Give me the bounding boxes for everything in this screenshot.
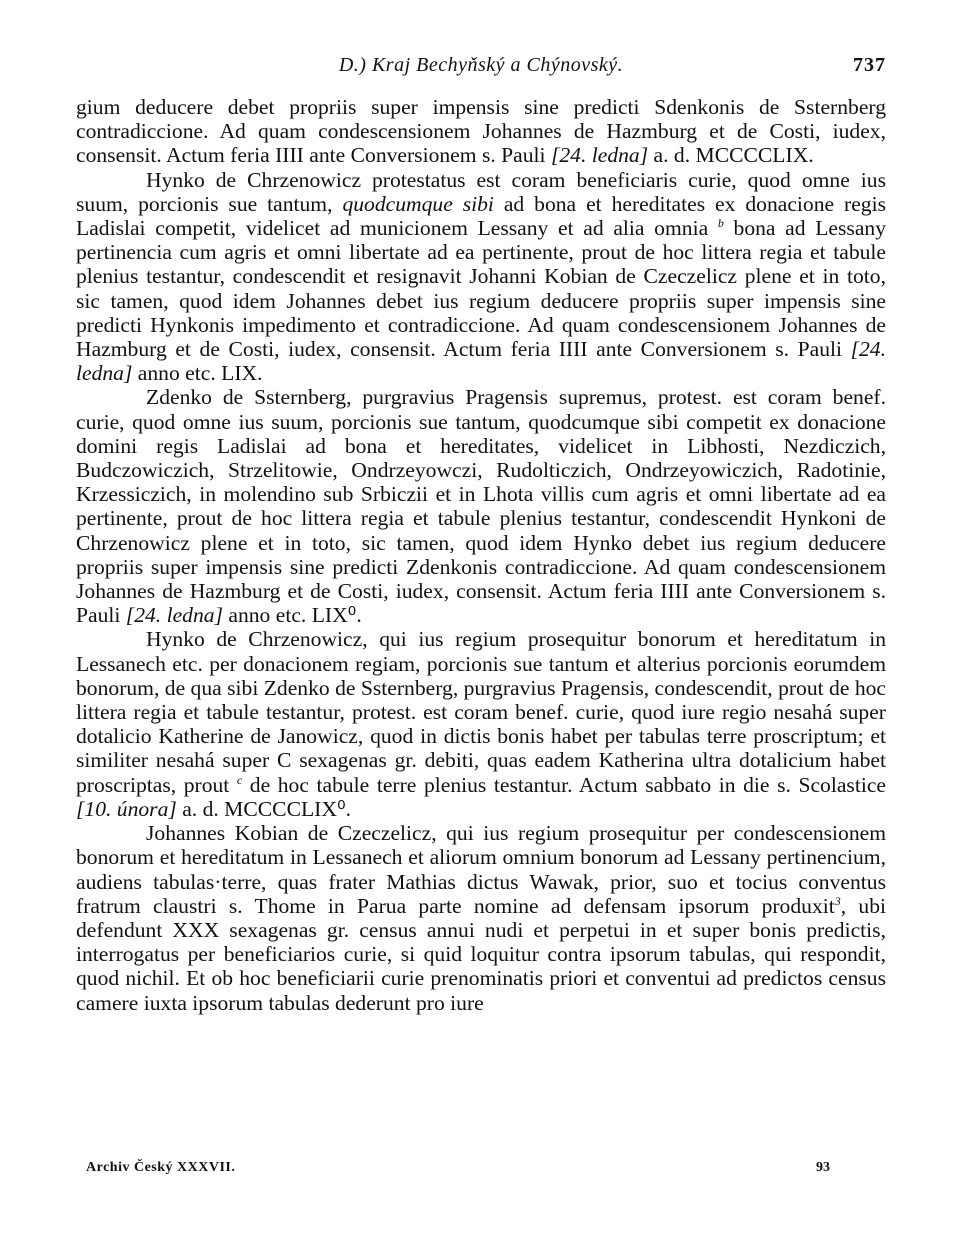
text-run: Hynko de Chrzenowicz, qui ius regium prosequitur bonorum et hereditatum in Lessanech etc. per donacionem regiam, porcionis sue tantum et alterius porcionis eorumdem bonorum, de qua sibi Zdenko de Ssternberg, purgravius Pragensis, condescendit, prout de hoc littera regia et tabule testantur, protest. est coram benef. curie, quod iure regio nesahá super dotalicio Katherine de Janowicz, quod in dictis bonis habet per tabulas terre proscriptum; et similiter nesahá super C sexagenas gr. debiti, quas eadem Katherina ultra dotalicium habet proscriptas, prout [76, 627, 887, 797]
document-page [76, 0, 886, 1237]
paragraph [76, 385, 886, 627]
page-number: 737 [853, 54, 886, 76]
italic-text: quodcumque sibi [342, 191, 494, 216]
page-header [76, 54, 886, 84]
italic-text: [24. ledna] [550, 143, 649, 168]
text-run: de hoc tabule terre plenius testantur. Actum sabbato in die s. Scolastice [242, 772, 886, 797]
text-run: ad bona et hereditates ex donacione regis Ladislai competit, videlicet ad municionem Lessany et ad alia omnia [76, 191, 886, 241]
page-footer [76, 1160, 886, 1180]
running-title: D.) Kraj Bechyňský a Chýnovský. [338, 54, 624, 76]
text-run: a. d. MCCCCLIX⁰. [176, 796, 352, 821]
paragraph [76, 821, 886, 1015]
italic-text: [24. ledna] [125, 603, 223, 628]
footnote-marker: 3 [834, 893, 841, 908]
text-run: Johannes Kobian de Czeczelicz, qui ius regium prosequitur per condescensionem bonorum et hereditatum in Lessanech et aliorum omnium bonorum ad Lessany pertinencium, audiens tabulas·terre, quas frater Mathias dictus Wawak, prior, suo et tocius conventus fratrum claustri s. Thome in Parua parte nomine ad defensam ipsorum produxit [76, 821, 886, 918]
text-run: anno etc. LIX⁰. [222, 603, 362, 628]
paragraph [76, 95, 886, 168]
text-run: Zdenko de Ssternberg, purgravius Pragensis supremus, protest. est coram benef. curie, quod omne ius suum, porcionis sue tantum, quodcumque sibi competit ex donacione domini regis Ladislai ad bona et hereditates, videlicet in Libhosti, Nezdiczich, Budczowiczich, Strzelitowie, Ondrzeyowczi, Rudolticzich, Ondrzeyowiczich, Radotinie, Krzessiczich, in molendino sub Srbiczii et in Lhota villis cum agris et omni libertate ad ea pertinente, prout de hoc littera regia et tabule plenius testantur, condescendit Hynkoni de Chrzenowicz plene et in toto, sic tamen, quod idem Hynko debet ius regium deducere propriis super impensis sine predicti Zdenkonis contradiccione. Ad quam condescensionem Johannes de Hazmburg et de Costi, iudex, consensit. Actum feria IIII ante Conversionem s. Pauli [76, 385, 886, 628]
sheet-number: 93 [816, 1160, 830, 1175]
text-run: gium deducere debet propriis super impensis sine predicti Sdenkonis de Ssternberg contradiccione. Ad quam condescensionem Johannes de Hazmburg et de Costi, iudex, consensit. Actum feria IIII ante Conversionem s. Pauli [76, 95, 886, 168]
body-text [76, 95, 886, 1015]
text-run: a. d. MCCCCLIX. [648, 143, 814, 168]
footnote-marker: b [717, 216, 724, 231]
paragraph [76, 168, 886, 386]
italic-text: [24. ledna] [76, 337, 886, 386]
text-run: Hynko de Chrzenowicz protestatus est coram beneficiaris curie, quod omne ius suum, porcionis sue tantum, [76, 167, 886, 216]
volume-signature: Archiv Český XXXVII. [86, 1160, 236, 1175]
italic-text: [10. února] [76, 796, 177, 821]
text-run: , ubi defendunt XXX sexagenas gr. census annui nudi et perpetui in et super bonis predictis, interrogatus per beneficiarios curie, si quid loquitur contra ipsorum tabulas, qui respondit, quod nichil. Et ob hoc beneficiarii curie prenominatis priori et conventui ad predictos census camere iuxta ipsorum tabulas dederunt pro iure [76, 893, 887, 1015]
paragraph [76, 627, 886, 821]
text-run: bona ad Lessany pertinencia cum agris et omni libertate ad ea pertinente, prout de hoc littera regia et tabule plenius testantur, condescendit et resignavit Johanni Kobian de Czeczelicz plene et in toto, sic tamen, quod idem Johannes debet ius regium deducere propriis super impensis sine predicti Hynkonis impedimento et contradiccione. Ad quam condescensionem Johannes de Hazmburg et de Costi, iudex, consensit. Actum feria IIII ante Conversionem s. Pauli [76, 216, 886, 362]
text-run: anno etc. LIX. [132, 361, 263, 386]
footnote-marker: c [236, 772, 243, 787]
